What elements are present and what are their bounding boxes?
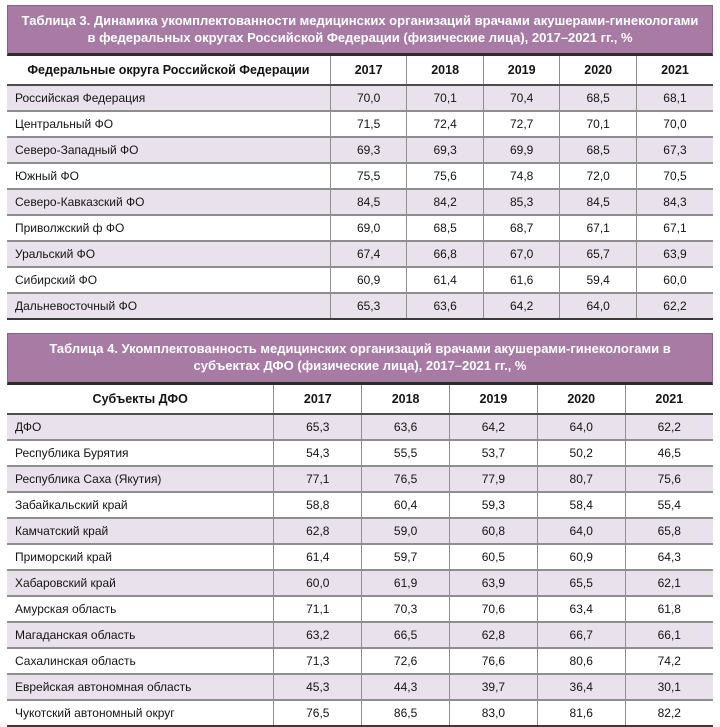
- column-header-year: 2018: [407, 56, 484, 85]
- value-cell: 64,0: [537, 518, 625, 544]
- value-cell: 60,0: [274, 570, 362, 596]
- header-row: [7, 385, 713, 414]
- region-label: Центральный ФО: [7, 111, 330, 137]
- value-cell: 55,4: [625, 492, 713, 518]
- region-label: Уральский ФО: [7, 241, 330, 267]
- table-dfo-subjects: [7, 385, 713, 727]
- value-cell: 69,3: [407, 137, 484, 163]
- value-cell: 61,8: [625, 596, 713, 622]
- table4-block: [7, 333, 713, 726]
- table-row: [7, 241, 713, 267]
- region-label: Северо-Кавказский ФО: [7, 189, 330, 215]
- value-cell: 70,3: [362, 596, 450, 622]
- region-label: Магаданская область: [7, 622, 274, 648]
- table-row: [7, 414, 713, 440]
- value-cell: 70,1: [560, 111, 637, 137]
- value-cell: 72,4: [407, 111, 484, 137]
- value-cell: 39,7: [450, 674, 538, 700]
- table-row: [7, 293, 713, 319]
- value-cell: 60,8: [450, 518, 538, 544]
- value-cell: 74,2: [625, 648, 713, 674]
- column-header-year: 2017: [274, 385, 362, 414]
- value-cell: 70,0: [636, 111, 713, 137]
- value-cell: 82,2: [625, 700, 713, 726]
- value-cell: 63,4: [537, 596, 625, 622]
- column-header-regions: Федеральные округа Российской Федерации: [7, 56, 330, 85]
- table4-header: [7, 385, 713, 414]
- value-cell: 62,8: [274, 518, 362, 544]
- table-row: [7, 700, 713, 726]
- table-row: [7, 466, 713, 492]
- value-cell: 61,9: [362, 570, 450, 596]
- table-row: [7, 648, 713, 674]
- value-cell: 64,3: [625, 544, 713, 570]
- value-cell: 50,2: [537, 440, 625, 466]
- value-cell: 55,5: [362, 440, 450, 466]
- region-label: Сахалинская область: [7, 648, 274, 674]
- region-label: Забайкальский край: [7, 492, 274, 518]
- value-cell: 60,9: [330, 267, 407, 293]
- value-cell: 71,3: [274, 648, 362, 674]
- value-cell: 44,3: [362, 674, 450, 700]
- value-cell: 71,5: [330, 111, 407, 137]
- region-label: Сибирский ФО: [7, 267, 330, 293]
- region-label: Республика Саха (Якутия): [7, 466, 274, 492]
- header-row: [7, 56, 713, 85]
- value-cell: 53,7: [450, 440, 538, 466]
- value-cell: 61,6: [483, 267, 560, 293]
- region-label: Российская Федерация: [7, 85, 330, 111]
- value-cell: 64,2: [483, 293, 560, 319]
- value-cell: 36,4: [537, 674, 625, 700]
- value-cell: 59,4: [560, 267, 637, 293]
- value-cell: 67,4: [330, 241, 407, 267]
- value-cell: 62,8: [450, 622, 538, 648]
- value-cell: 75,6: [407, 163, 484, 189]
- value-cell: 65,3: [330, 293, 407, 319]
- value-cell: 62,2: [636, 293, 713, 319]
- value-cell: 65,7: [560, 241, 637, 267]
- value-cell: 72,0: [560, 163, 637, 189]
- column-header-year: 2019: [483, 56, 560, 85]
- table4-title: Таблица 4. Укомплектованность медицинских организаций врачами акушерами-гинекологами в субъектах ДФО (физические лица), 2017–2021 гг., %: [7, 333, 713, 384]
- value-cell: 61,4: [407, 267, 484, 293]
- column-header-year: 2021: [636, 56, 713, 85]
- value-cell: 54,3: [274, 440, 362, 466]
- table-row: [7, 85, 713, 111]
- value-cell: 67,0: [483, 241, 560, 267]
- value-cell: 76,5: [362, 466, 450, 492]
- value-cell: 70,1: [407, 85, 484, 111]
- value-cell: 64,2: [450, 414, 538, 440]
- value-cell: 66,7: [537, 622, 625, 648]
- value-cell: 77,9: [450, 466, 538, 492]
- value-cell: 59,0: [362, 518, 450, 544]
- value-cell: 70,5: [636, 163, 713, 189]
- value-cell: 84,3: [636, 189, 713, 215]
- table-row: [7, 440, 713, 466]
- value-cell: 63,6: [362, 414, 450, 440]
- table3-header: [7, 56, 713, 85]
- value-cell: 65,8: [625, 518, 713, 544]
- table-row: [7, 137, 713, 163]
- region-label: Приволжский ф ФО: [7, 215, 330, 241]
- region-label: Северо-Западный ФО: [7, 137, 330, 163]
- table-row: [7, 570, 713, 596]
- value-cell: 59,3: [450, 492, 538, 518]
- column-header-year: 2021: [625, 385, 713, 414]
- value-cell: 45,3: [274, 674, 362, 700]
- value-cell: 64,0: [537, 414, 625, 440]
- region-label: ДФО: [7, 414, 274, 440]
- value-cell: 69,0: [330, 215, 407, 241]
- value-cell: 60,5: [450, 544, 538, 570]
- table-row: [7, 622, 713, 648]
- value-cell: 80,6: [537, 648, 625, 674]
- value-cell: 58,4: [537, 492, 625, 518]
- column-header-year: 2020: [560, 56, 637, 85]
- value-cell: 67,1: [560, 215, 637, 241]
- value-cell: 58,8: [274, 492, 362, 518]
- value-cell: 81,6: [537, 700, 625, 726]
- value-cell: 71,1: [274, 596, 362, 622]
- value-cell: 70,6: [450, 596, 538, 622]
- region-label: Приморский край: [7, 544, 274, 570]
- value-cell: 66,5: [362, 622, 450, 648]
- value-cell: 66,1: [625, 622, 713, 648]
- table-row: [7, 544, 713, 570]
- table3-body: [7, 85, 713, 319]
- value-cell: 84,2: [407, 189, 484, 215]
- column-header-subjects: Субъекты ДФО: [7, 385, 274, 414]
- table-row: [7, 518, 713, 544]
- region-label: Хабаровский край: [7, 570, 274, 596]
- table-row: [7, 215, 713, 241]
- value-cell: 68,5: [407, 215, 484, 241]
- value-cell: 74,8: [483, 163, 560, 189]
- value-cell: 70,0: [330, 85, 407, 111]
- table-row: [7, 674, 713, 700]
- value-cell: 75,6: [625, 466, 713, 492]
- region-label: Чукотский автономный округ: [7, 700, 274, 726]
- column-header-year: 2020: [537, 385, 625, 414]
- table3-block: [7, 5, 713, 320]
- value-cell: 68,5: [560, 85, 637, 111]
- value-cell: 66,8: [407, 241, 484, 267]
- region-label: Еврейская автономная область: [7, 674, 274, 700]
- value-cell: 84,5: [330, 189, 407, 215]
- table4-body: [7, 414, 713, 726]
- value-cell: 46,5: [625, 440, 713, 466]
- value-cell: 59,7: [362, 544, 450, 570]
- value-cell: 76,6: [450, 648, 538, 674]
- value-cell: 70,4: [483, 85, 560, 111]
- value-cell: 84,5: [560, 189, 637, 215]
- value-cell: 67,1: [636, 215, 713, 241]
- value-cell: 86,5: [362, 700, 450, 726]
- value-cell: 30,1: [625, 674, 713, 700]
- region-label: Южный ФО: [7, 163, 330, 189]
- value-cell: 62,2: [625, 414, 713, 440]
- value-cell: 69,3: [330, 137, 407, 163]
- value-cell: 72,7: [483, 111, 560, 137]
- column-header-year: 2019: [450, 385, 538, 414]
- value-cell: 63,2: [274, 622, 362, 648]
- value-cell: 76,5: [274, 700, 362, 726]
- value-cell: 77,1: [274, 466, 362, 492]
- region-label: Амурская область: [7, 596, 274, 622]
- value-cell: 60,4: [362, 492, 450, 518]
- value-cell: 80,7: [537, 466, 625, 492]
- table-row: [7, 189, 713, 215]
- column-header-year: 2017: [330, 56, 407, 85]
- column-header-year: 2018: [362, 385, 450, 414]
- table3-title: Таблица 3. Динамика укомплектованности медицинских организаций врачами акушерами-гинекологами в федеральных округах Российской Федерации (физические лица), 2017–2021 гг., %: [7, 5, 713, 56]
- table-row: [7, 163, 713, 189]
- value-cell: 65,3: [274, 414, 362, 440]
- value-cell: 69,9: [483, 137, 560, 163]
- region-label: Республика Бурятия: [7, 440, 274, 466]
- value-cell: 63,6: [407, 293, 484, 319]
- value-cell: 62,1: [625, 570, 713, 596]
- table-federal-districts: [7, 56, 713, 320]
- value-cell: 60,0: [636, 267, 713, 293]
- value-cell: 68,1: [636, 85, 713, 111]
- region-label: Камчатский край: [7, 518, 274, 544]
- value-cell: 68,7: [483, 215, 560, 241]
- region-label: Дальневосточный ФО: [7, 293, 330, 319]
- value-cell: 63,9: [450, 570, 538, 596]
- value-cell: 68,5: [560, 137, 637, 163]
- value-cell: 75,5: [330, 163, 407, 189]
- table-row: [7, 267, 713, 293]
- value-cell: 60,9: [537, 544, 625, 570]
- value-cell: 63,9: [636, 241, 713, 267]
- value-cell: 85,3: [483, 189, 560, 215]
- value-cell: 72,6: [362, 648, 450, 674]
- value-cell: 83,0: [450, 700, 538, 726]
- value-cell: 67,3: [636, 137, 713, 163]
- value-cell: 61,4: [274, 544, 362, 570]
- table-row: [7, 492, 713, 518]
- table-row: [7, 596, 713, 622]
- value-cell: 64,0: [560, 293, 637, 319]
- table-row: [7, 111, 713, 137]
- value-cell: 65,5: [537, 570, 625, 596]
